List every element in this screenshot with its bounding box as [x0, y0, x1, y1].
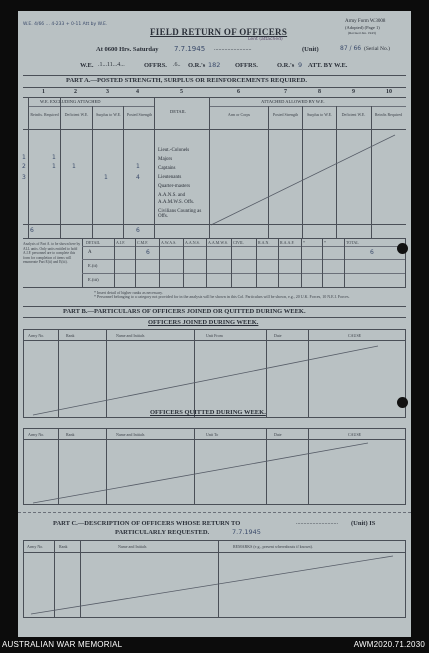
footer-accession: AWM2020.71.2030	[353, 640, 425, 649]
column-number: 10	[386, 89, 392, 95]
we-excluding-head: W.E. EXCLUDING ATTACHED	[40, 99, 101, 104]
detail-head: DETAIL	[170, 109, 186, 114]
col-rule-c	[92, 106, 93, 238]
joined-head-top-rule	[23, 329, 406, 330]
colnum-rule	[23, 97, 406, 98]
rank-label: A.A.N.S. and	[158, 193, 186, 198]
quitted-head: Army No.	[28, 432, 45, 437]
column-number: 6	[237, 89, 240, 95]
hw-col1-3: 3	[22, 174, 26, 181]
subhead-top-rule-right	[209, 106, 406, 107]
hw-col4-3: 4	[136, 174, 140, 181]
analysis-col-rule	[301, 238, 302, 287]
analysis-col-rule	[256, 238, 257, 287]
totals-rule-top	[23, 224, 406, 225]
analysis-head: CIVIL	[233, 240, 244, 245]
form-reference-2: (Adopted) (Page 1)	[345, 25, 380, 30]
part-c-bottom-rule	[23, 617, 406, 618]
part-c-dots: ............................	[296, 520, 338, 526]
column-number: 3	[106, 89, 109, 95]
part-a-title-rule	[23, 87, 406, 88]
analysis-head: *	[303, 240, 305, 245]
quitted-title: OFFICERS QUITTED DURING WEEK.	[150, 409, 266, 416]
col-rule-b	[60, 97, 61, 238]
column-number: 9	[352, 89, 355, 95]
hw-col2-3: 1	[72, 163, 76, 170]
quitted-head: Unit To	[206, 432, 219, 437]
analysis-col-rule	[159, 238, 160, 287]
at-line: At 0600 Hrs. Saturday	[96, 46, 159, 53]
part-c-fold-rule	[18, 512, 411, 513]
column-number: 4	[136, 89, 139, 95]
analysis-col-rule	[322, 238, 323, 287]
analysis-note: Analysis of Part A. to be shown here by ALL units. Only units entitled to hold A.I.F. personnel are to complete this form for completion of items will enumerate Part E(ii) and E(iii).	[23, 242, 81, 265]
ors2-value: 9	[298, 61, 303, 69]
ors-label: O.R.'s	[188, 62, 206, 69]
at-dots: .........................	[214, 46, 252, 52]
form-reference-3: (Revised Jan. 1943)	[348, 31, 376, 35]
analysis-head-rule	[82, 246, 406, 247]
analysis-row-eiii: E.(iii)	[88, 277, 99, 282]
analysis-aif-value: 6	[146, 249, 150, 256]
quitted-head-top-rule	[23, 428, 406, 429]
quitted-bottom-rule	[23, 504, 406, 505]
subhead-left: Deficient W.E.	[64, 112, 89, 117]
stamp: Lent (attached)	[248, 37, 283, 42]
part-c-date: 7.7.1945	[232, 528, 261, 536]
column-number: 8	[318, 89, 321, 95]
footnote-2: * Personnel belonging to a category not provided for in the analysis will be shown in this Col. Particulars will be shown, e.g., 20 U.K. Forces, 10 N.E.I. Forces.	[94, 294, 350, 299]
analysis-head: TOTAL	[346, 240, 359, 245]
joined-head: Date	[274, 333, 282, 338]
hw-col1-1: 1	[22, 154, 26, 161]
part-c-title-2: PARTICULARLY REQUESTED.	[115, 529, 210, 536]
analysis-col-rule	[114, 238, 115, 287]
date-value: 7.7.1945	[174, 45, 206, 53]
analysis-col-rule	[183, 238, 184, 287]
we-dots: .1...11...4...	[98, 62, 125, 68]
rank-label: Quarter-masters	[158, 184, 191, 189]
joined-head: CAUSE	[348, 333, 362, 338]
analysis-col-rule	[135, 238, 136, 287]
serial-label: (Serial No.)	[364, 46, 390, 52]
subhead-left: Posted Strength	[126, 112, 153, 117]
joined-head: Unit From	[206, 333, 223, 338]
column-number: 5	[180, 89, 183, 95]
we-label: W.E.	[80, 62, 94, 69]
analysis-row-rule-1	[82, 259, 406, 260]
part-b-title-rule	[23, 317, 406, 318]
analysis-col-rule	[278, 238, 279, 287]
serial-value: 87 / 66	[340, 45, 362, 52]
subhead-top-rule	[28, 106, 154, 107]
joined-title: OFFICERS JOINED DURING WEEK.	[148, 319, 259, 326]
attached-strike-line	[209, 129, 406, 229]
subhead-right: Surplus to W.E.	[306, 112, 333, 117]
totals-rule-bottom	[23, 238, 406, 239]
offrs-dots: .6..	[173, 62, 181, 68]
hw-total-left: 6	[30, 227, 34, 234]
rank-label: Civilians Counting as Offs.	[158, 209, 202, 219]
subhead-right: Reinfts Required	[374, 112, 403, 117]
analysis-head: A.A.M.W.S.	[208, 240, 228, 245]
analysis-row-eii: E.(ii)	[88, 263, 98, 268]
part-c-head: Rank	[59, 544, 68, 549]
footer-institution: AUSTRALIAN WAR MEMORIAL	[2, 640, 123, 649]
hw-total-right: 6	[136, 227, 140, 234]
analysis-row-rule-2	[82, 273, 406, 274]
top-handwritten-note: W.E. 4/66 ... 4-233 + 0-11 Att by W.E.	[23, 22, 108, 27]
part-c-head: Army No.	[27, 544, 44, 549]
subhead-left: Reinfts. Required	[30, 112, 59, 117]
part-c-head: Name and Initials	[118, 544, 147, 549]
quitted-head: CAUSE	[348, 432, 362, 437]
column-number: 7	[284, 89, 287, 95]
part-c-head: REMARKS (e.g., present whereabouts if known).	[233, 544, 313, 549]
part-c-title: PART C.—DESCRIPTION OF OFFICERS WHOSE RETURN TO	[53, 520, 241, 527]
quitted-head: Rank	[66, 432, 75, 437]
part-b-top-rule	[23, 306, 406, 307]
analysis-head: A.W.A.S.	[161, 240, 177, 245]
quitted-strike-line	[23, 439, 406, 507]
joined-head: Name and Initials	[116, 333, 145, 338]
column-number: 1	[42, 89, 45, 95]
form-reference: Army Form W.3008	[345, 19, 386, 24]
analysis-col-rule	[231, 238, 232, 287]
analysis-head: *	[324, 240, 326, 245]
analysis-col-rule	[344, 238, 345, 287]
analysis-head: DETAIL	[86, 240, 101, 245]
subhead-right: Arm or Corps	[227, 112, 251, 117]
col-rule-d	[123, 106, 124, 238]
quitted-head: Date	[274, 432, 282, 437]
part-c-title-end: (Unit) IS	[351, 520, 376, 527]
joined-head: Rank	[66, 333, 75, 338]
archive-footer	[0, 639, 429, 653]
part-a-top-rule	[23, 75, 406, 76]
rank-label: Captains	[158, 166, 176, 171]
joined-head: Army No.	[28, 333, 45, 338]
footnote-1: * Insert detail of higher ranks as necessary.	[94, 290, 163, 295]
analysis-col-rule	[206, 238, 207, 287]
hw-col4-2: 1	[136, 163, 140, 170]
hw-col2-1: 1	[52, 154, 56, 161]
col-rule-a	[28, 97, 29, 238]
unit-label: (Unit)	[302, 46, 319, 53]
analysis-row-a: A	[88, 250, 92, 255]
offrs2-label: OFFRS.	[235, 62, 258, 69]
analysis-bottom-rule	[23, 287, 406, 288]
attached-allowed-head: ATTACHED ALLOWED BY W.E.	[261, 99, 325, 104]
hw-col4-1: 1	[104, 174, 108, 181]
subhead-right: Posted Strength	[272, 112, 299, 117]
offrs-label: OFFRS.	[144, 62, 167, 69]
analysis-head: A.A.N.S.	[185, 240, 200, 245]
analysis-total-value: 6	[370, 249, 374, 256]
part-a-title: PART A.—POSTED STRENGTH, SURPLUS OR REINFORCEMENTS REQUIRED.	[66, 77, 307, 84]
rank-label: Lieut.-Colonels	[158, 148, 190, 153]
joined-strike-line	[23, 340, 406, 418]
ors2-label: O.R.'s	[277, 62, 295, 69]
col-rule-e	[154, 97, 155, 238]
punch-hole-upper	[397, 243, 408, 254]
hw-col2-2: 1	[52, 163, 56, 170]
analysis-head: R.A.A.F.	[280, 240, 295, 245]
column-number: 2	[74, 89, 77, 95]
punch-hole-lower	[397, 397, 408, 408]
form-title: FIELD RETURN OF OFFICERS	[150, 27, 288, 37]
rank-label: Lieutenants	[158, 175, 182, 180]
part-c-strike-line	[23, 552, 406, 618]
subhead-right: Deficient W.E.	[341, 112, 366, 117]
analysis-head: A.I.F.	[116, 240, 126, 245]
hw-col1-2: 2	[22, 163, 26, 170]
subhead-left: Surplus to W.E.	[95, 112, 122, 117]
analysis-head: C.M.F.	[137, 240, 149, 245]
ors-value: 182	[208, 61, 221, 69]
form-sheet	[18, 11, 411, 637]
rank-label: A.A.M.W.S. Offs.	[158, 200, 195, 205]
analysis-head: R.A.N.	[258, 240, 270, 245]
att-label: ATT. BY W.E.	[308, 62, 348, 69]
quitted-head: Name and Initials	[116, 432, 145, 437]
part-b-title: PART B.—PARTICULARS OF OFFICERS JOINED OR QUITTED DURING WEEK.	[63, 308, 306, 315]
joined-bottom-rule	[23, 417, 406, 418]
rank-label: Majors	[158, 157, 173, 162]
